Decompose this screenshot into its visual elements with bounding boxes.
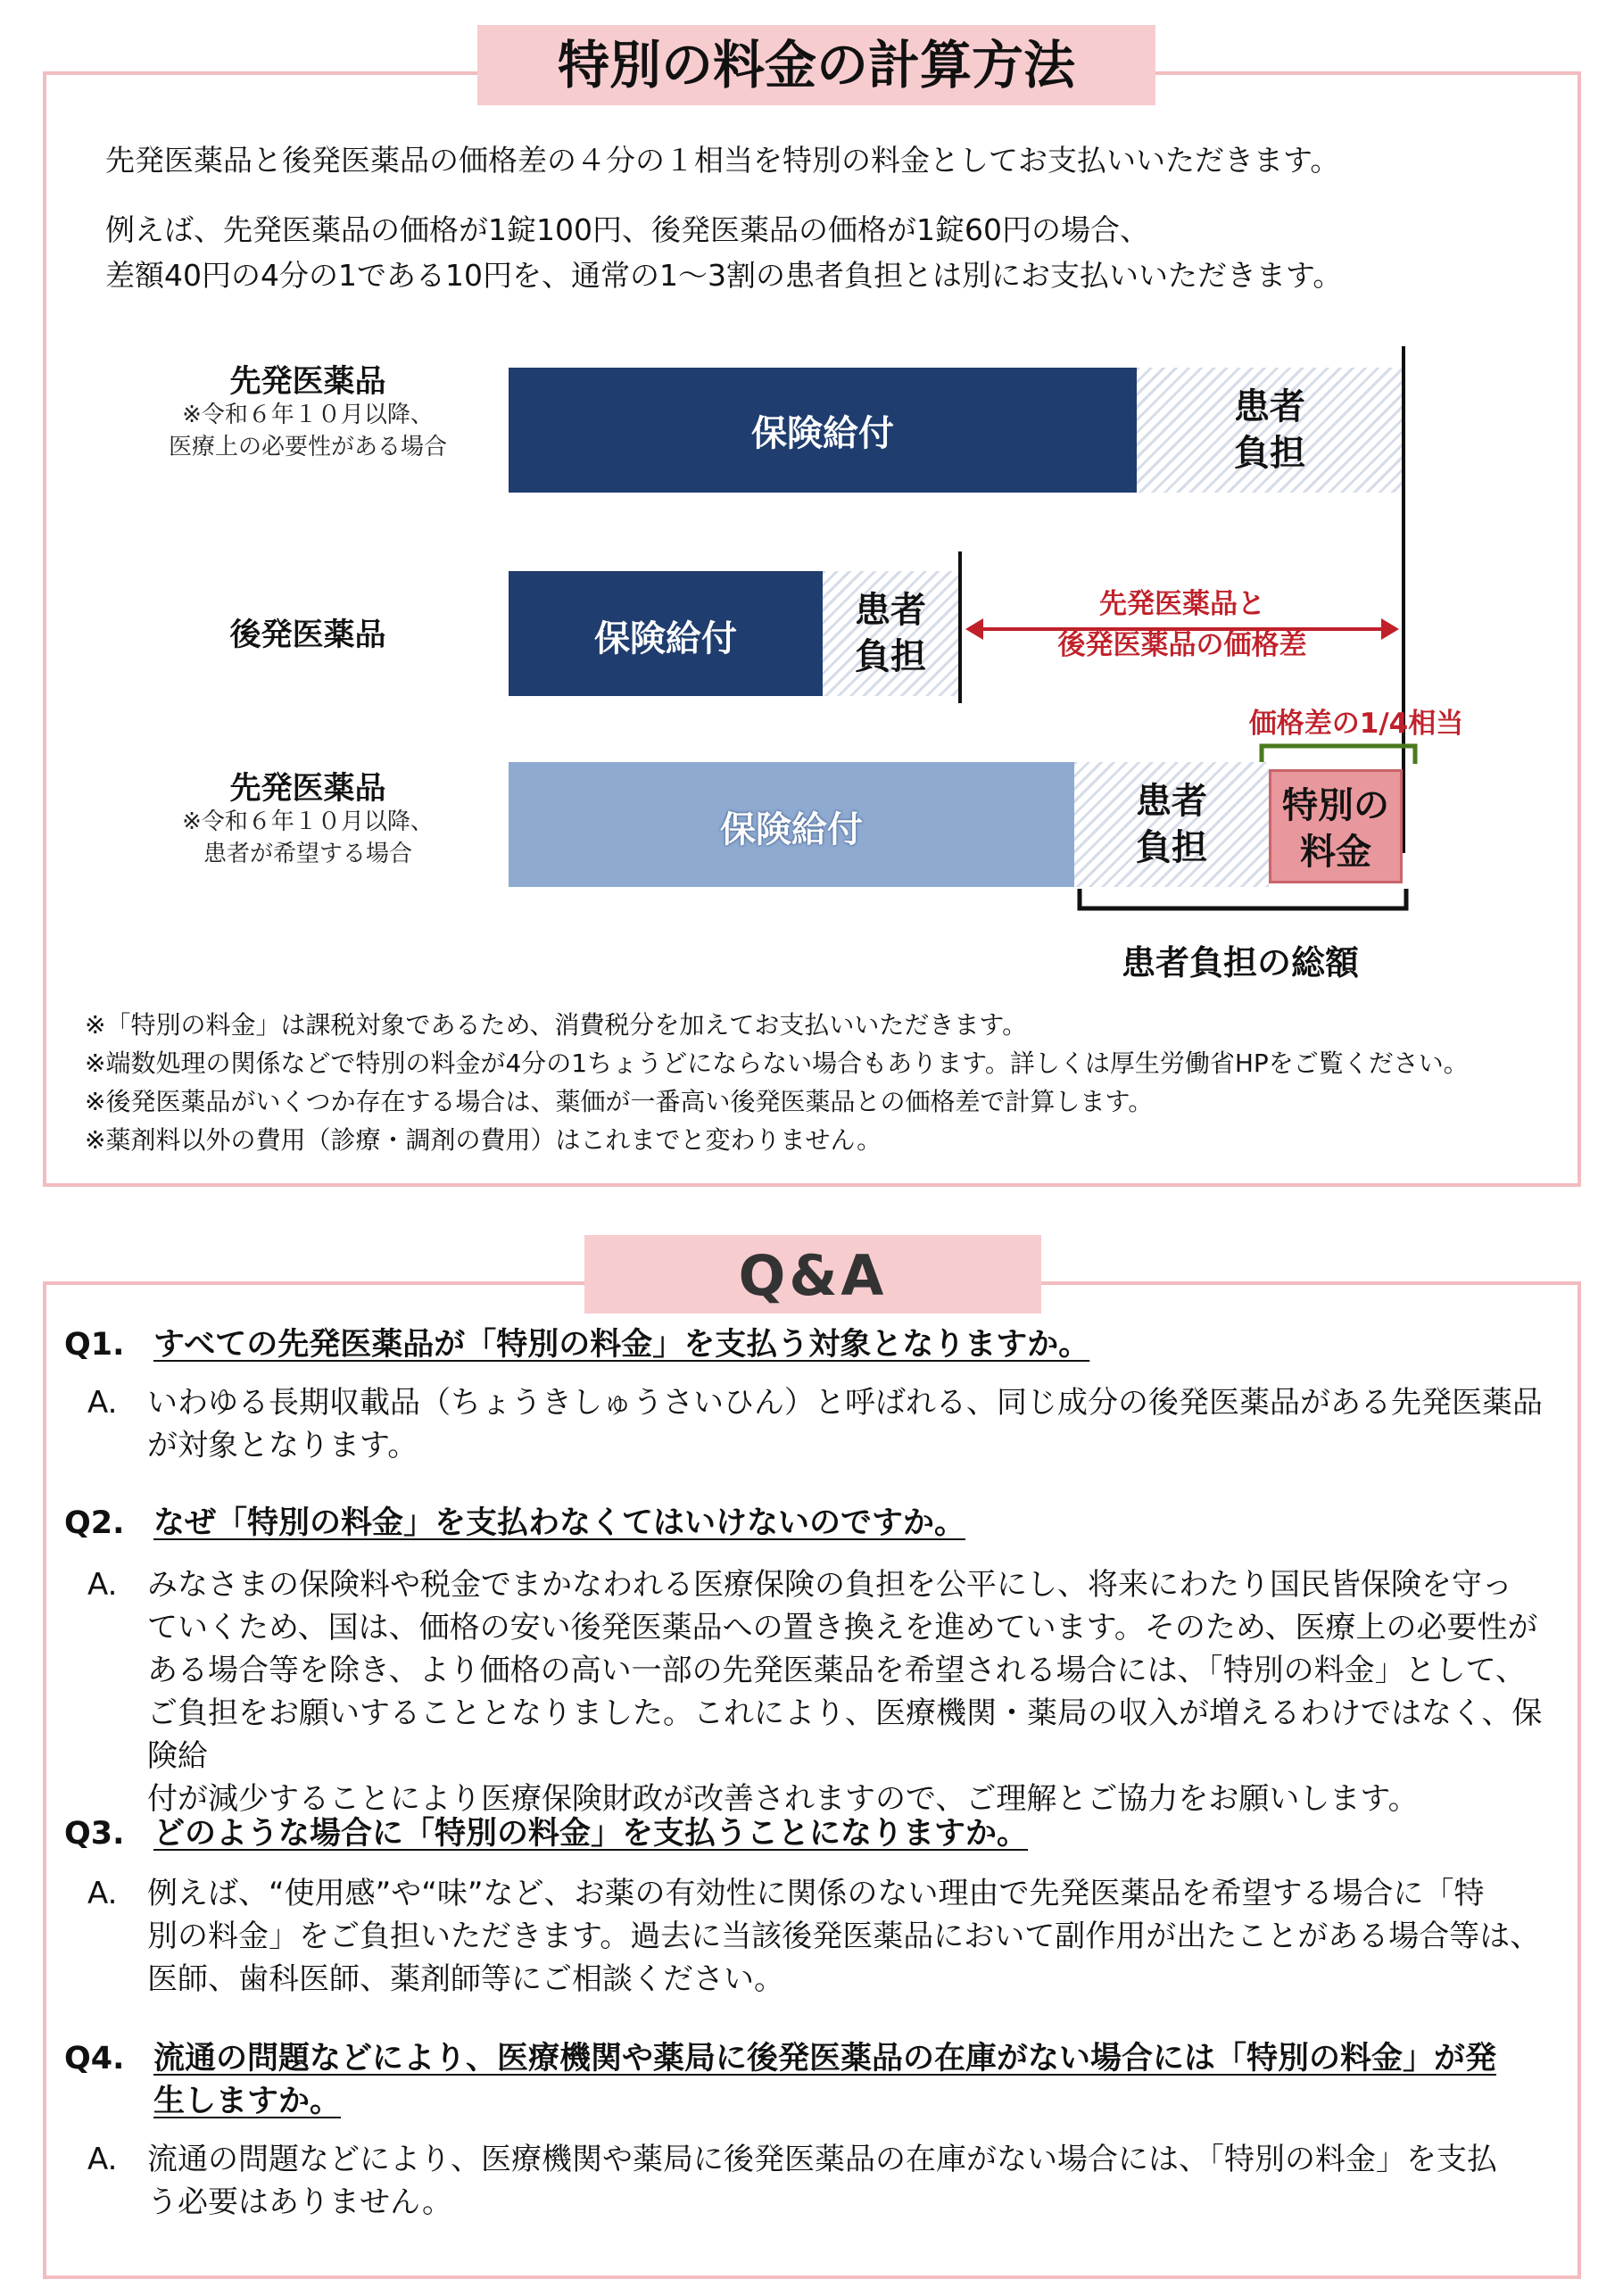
row3-special-label-2: 料金 xyxy=(1300,832,1371,873)
row3-note-2: 患者が希望する場合 xyxy=(203,841,412,867)
answer-2-line-1: みなさまの保険料や税金でまかなわれる医療保険の負担を公平にし、将来にわたり国民皆保険を守っ xyxy=(147,1567,1512,1603)
row1-title: 先発医薬品 xyxy=(229,364,386,400)
row3-patient-label-2: 負担 xyxy=(1136,827,1207,868)
total-bracket xyxy=(1076,885,1410,914)
row1-patient-bar xyxy=(1137,368,1403,493)
row3-note-1: ※令和６年１０月以降、 xyxy=(182,808,434,835)
answer-3 xyxy=(87,1872,1560,2001)
question-4-text-line-1: 流通の問題などにより、医療機関や薬局に後発医薬品の在庫がない場合には「特別の料金」が発 xyxy=(153,2041,1497,2076)
answer-2-label: A. xyxy=(87,1567,118,1603)
row2-patient-label-2: 負担 xyxy=(855,636,926,677)
row2-insurance-bar xyxy=(509,571,823,696)
question-4-number: Q4. xyxy=(64,2041,125,2076)
question-3-number: Q3. xyxy=(64,1816,125,1852)
note-4: ※薬剤料以外の費用（診療・調剤の費用）はこれまでと変わりません。 xyxy=(85,1125,882,1155)
quarter-bracket xyxy=(1258,741,1419,766)
note-3: ※後発医薬品がいくつか存在する場合は、薬価が一番高い後発医薬品との価格差で計算します。 xyxy=(85,1087,1154,1116)
row3-insurance-bar xyxy=(509,762,1074,887)
answer-2-line-2: ていくため、国は、価格の安い後発医薬品への置き換えを進めています。そのため、医療上の必要性が xyxy=(147,1610,1538,1645)
answer-1-line-1: いわゆる長期収載品（ちょうきしゅうさいひん）と呼ばれる、同じ成分の後発医薬品がある先発医薬品 xyxy=(147,1385,1543,1421)
price-difference-label-2: 後発医薬品の価格差 xyxy=(1057,629,1307,661)
answer-2-line-5: 付が減少することにより医療保険財政が改善されますので、ご理解とご協力をお願いします。 xyxy=(147,1781,1419,1817)
answer-4-label: A. xyxy=(87,2142,118,2177)
question-3 xyxy=(64,1811,1028,1856)
total-patient-burden-label: 患者負担の総額 xyxy=(1121,943,1359,982)
row3-patient-label-1: 患者 xyxy=(1136,781,1207,822)
row3-title: 先発医薬品 xyxy=(229,771,386,807)
price-difference-label-1: 先発医薬品と xyxy=(1099,588,1265,620)
answer-1-line-2: が対象となります。 xyxy=(147,1428,418,1463)
note-1: ※「特別の料金」は課税対象であるため、消費税分を加えてお支払いいただきます。 xyxy=(85,1010,1028,1040)
row1-insurance-label: 保険給付 xyxy=(751,413,894,454)
row3-special-label-1: 特別の xyxy=(1282,785,1389,826)
section-title-calculation: 特別の料金の計算方法 xyxy=(477,25,1155,105)
question-4-continued xyxy=(153,2079,341,2124)
intro-line-1: 先発医薬品と後発医薬品の価格差の４分の１相当を特別の料金としてお支払いいただきます。 xyxy=(105,143,1340,178)
row2-insurance-label: 保険給付 xyxy=(594,618,737,659)
answer-2 xyxy=(87,1563,1560,1820)
row1-patient-label-2: 負担 xyxy=(1234,433,1305,474)
question-2 xyxy=(64,1501,965,1546)
answer-3-line-1: 例えば、“使用感”や“味”など、お薬の有効性に関係のない理由で先発医薬品を希望する場合に「特 xyxy=(147,1876,1485,1911)
answer-3-line-2: 別の料金」をご負担いただきます。過去に当該後発医薬品において副作用が出たことがある場合等は、 xyxy=(147,1919,1541,1954)
question-1 xyxy=(64,1322,1089,1367)
answer-4-line-2: う必要はありません。 xyxy=(147,2184,453,2220)
answer-2-line-3: ある場合等を除き、より価格の高い一部の先発医薬品を希望される場合には、「特別の料金」として、 xyxy=(147,1653,1526,1688)
row3-special-fee-bar xyxy=(1269,769,1403,883)
row1-insurance-bar xyxy=(509,368,1137,493)
answer-2-line-4: ご負担をお願いすることとなりました。これにより、医療機関・薬局の収入が増えるわけではなく、保険給 xyxy=(147,1695,1543,1774)
quarter-difference-label: 価格差の1/4相当 xyxy=(1248,708,1464,740)
question-4-text-line-2: 生しますか。 xyxy=(153,2084,342,2119)
row2-end-line xyxy=(958,551,962,703)
row2-patient-label-1: 患者 xyxy=(855,590,926,631)
note-2: ※端数処理の関係などで特別の料金が4分の1ちょうどにならない場合もあります。詳しくは厚生労働省HPをご覧ください。 xyxy=(85,1049,1469,1078)
answer-3-label: A. xyxy=(87,1876,118,1911)
question-2-text: なぜ「特別の料金」を支払わなくてはいけないのですか。 xyxy=(153,1505,966,1541)
row2-title: 後発医薬品 xyxy=(229,618,386,653)
row2-patient-bar xyxy=(823,571,958,696)
question-3-text: どのような場合に「特別の料金」を支払うことになりますか。 xyxy=(153,1816,1029,1852)
question-1-text: すべての先発医薬品が「特別の料金」を支払う対象となりますか。 xyxy=(153,1327,1090,1363)
answer-4 xyxy=(87,2138,1560,2224)
section-title-qa: Q&A xyxy=(584,1235,1041,1314)
intro-line-3: 差額40円の4分の1である10円を、通常の1～3割の患者負担とは別にお支払いいただきます。 xyxy=(105,258,1343,293)
row3-insurance-label: 保険給付 xyxy=(720,809,863,850)
intro-line-2: 例えば、先発医薬品の価格が1錠100円、後発医薬品の価格が1錠60円の場合、 xyxy=(105,212,1149,247)
answer-1-label: A. xyxy=(87,1385,118,1421)
answer-3-line-3: 医師、歯科医師、薬剤師等にご相談ください。 xyxy=(147,1961,784,1997)
row1-note-2: 医療上の必要性がある場合 xyxy=(168,434,447,460)
question-1-number: Q1. xyxy=(64,1327,125,1363)
answer-4-line-1: 流通の問題などにより、医療機関や薬局に後発医薬品の在庫がない場合には、「特別の料金」を支払 xyxy=(147,2142,1497,2177)
question-2-number: Q2. xyxy=(64,1505,125,1541)
answer-1 xyxy=(87,1381,1560,1467)
row1-note-1: ※令和６年１０月以降、 xyxy=(182,402,434,428)
row1-patient-label-1: 患者 xyxy=(1234,386,1305,427)
question-4 xyxy=(64,2036,1496,2081)
row3-patient-bar xyxy=(1074,762,1269,887)
